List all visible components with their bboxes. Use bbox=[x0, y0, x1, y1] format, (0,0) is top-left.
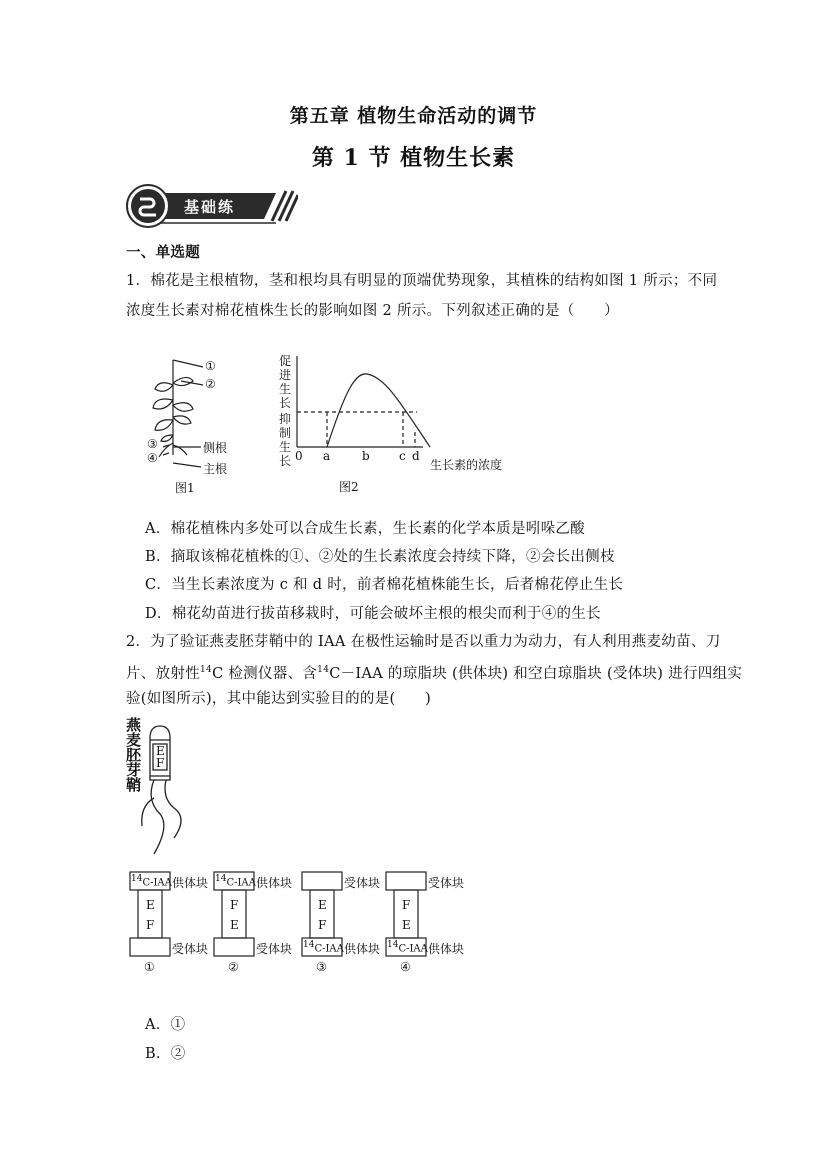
q2-stem-line2: 片、放射性$^{14}$C 检测仪器、含$^{14}$C－IAA 的琼脂块 (供体块) 和空白琼脂块 (受体块) 进行四组实 bbox=[126, 665, 743, 682]
segment-letter-bottom: E bbox=[402, 918, 411, 932]
top-block-role: 受体块 bbox=[344, 876, 381, 890]
fig2-y-top-label: 促 进 生 长 bbox=[279, 354, 292, 410]
donor-block-label: $^{14}$C-IAA bbox=[303, 940, 344, 955]
top-block-role: 供体块 bbox=[172, 876, 209, 890]
figure1-plant bbox=[143, 355, 263, 495]
figure2-chart bbox=[275, 352, 535, 497]
fig2-tick-0: 0 bbox=[295, 449, 303, 463]
practice-banner bbox=[126, 183, 298, 229]
q1-stem-line2: 浓度生长素对棉花植株生长的影响如图 2 所示。下列叙述正确的是（ ） bbox=[126, 303, 619, 319]
section-title: 第 1 节 植物生长素 bbox=[311, 145, 516, 171]
bottom-block-role: 受体块 bbox=[172, 942, 209, 956]
fig1-mark-2: ② bbox=[205, 377, 216, 391]
fig1-mark-1: ① bbox=[205, 359, 216, 373]
q1-stem-line1: 1．棉花是主根植物，茎和根均具有明显的顶端优势现象，其植株的结构如图 1 所示；不同 bbox=[126, 273, 718, 289]
segment-letter-bottom: E bbox=[230, 918, 239, 932]
seedling-label: 燕 麦 胚 芽 鞘 bbox=[126, 716, 142, 794]
group-number: ③ bbox=[316, 960, 327, 974]
q1-option-b[interactable]: B．摘取该棉花植株的①、②处的生长素浓度会持续下降，②会长出侧枝 bbox=[145, 549, 615, 565]
segment-letter-bottom: F bbox=[318, 918, 327, 932]
bottom-block-role: 受体块 bbox=[256, 942, 293, 956]
seedling-letter-f: F bbox=[156, 756, 165, 770]
group-number: ② bbox=[228, 960, 239, 974]
group-number: ④ bbox=[400, 960, 411, 974]
fig2-x-label: 生长素的浓度 bbox=[430, 458, 503, 472]
donor-block-label: $^{14}$C-IAA bbox=[131, 874, 172, 889]
fig1-caption: 图1 bbox=[175, 481, 195, 495]
fig2-tick-a: a bbox=[323, 449, 331, 463]
q2-stem-line1: 2．为了验证燕麦胚芽鞘中的 IAA 在极性运输时是否以重力为动力，有人利用燕麦幼苗、刀 bbox=[126, 634, 721, 650]
group-number: ① bbox=[144, 960, 155, 974]
fig2-tick-c: c bbox=[399, 449, 406, 463]
banner-label: 基础练 bbox=[184, 198, 236, 216]
fig1-main-root-label: 主根 bbox=[203, 462, 228, 476]
donor-block-label: $^{14}$C-IAA bbox=[215, 874, 256, 889]
fig2-tick-b: b bbox=[362, 449, 370, 463]
section-heading: 一、单选题 bbox=[126, 244, 200, 261]
bottom-block-role: 供体块 bbox=[344, 942, 381, 956]
segment-letter-top: E bbox=[146, 898, 155, 912]
experiment-groups bbox=[126, 868, 471, 978]
fig2-y-bottom-label: 抑 制 生 长 bbox=[279, 412, 292, 468]
q2-option-b[interactable]: B．② bbox=[145, 1046, 186, 1062]
experiment-group bbox=[126, 868, 216, 978]
fig1-mark-3: ③ bbox=[147, 437, 158, 451]
chapter-title: 第五章 植物生命活动的调节 bbox=[289, 105, 538, 127]
q1-option-d[interactable]: D．棉花幼苗进行拔苗移栽时，可能会破坏主根的根尖而利于④的生长 bbox=[145, 606, 601, 622]
fig2-caption: 图2 bbox=[339, 480, 359, 494]
q1-option-c[interactable]: C．当生长素浓度为 c 和 d 时，前者棉花植株能生长，后者棉花停止生长 bbox=[145, 577, 624, 593]
segment-letter-top: F bbox=[230, 898, 239, 912]
experiment-group bbox=[298, 868, 388, 978]
seedling-drawing bbox=[124, 718, 194, 858]
top-block-role: 受体块 bbox=[428, 876, 465, 890]
experiment-group bbox=[382, 868, 472, 978]
q1-option-a[interactable]: A．棉花植株内多处可以合成生长素，生长素的化学本质是吲哚乙酸 bbox=[145, 521, 585, 537]
segment-letter-top: F bbox=[402, 898, 411, 912]
experiment-group bbox=[210, 868, 300, 978]
growth-curve-drawing bbox=[275, 352, 535, 497]
segment-letter-top: E bbox=[318, 898, 327, 912]
seedling-letter-e: E bbox=[156, 744, 165, 758]
oat-seedling-figure bbox=[124, 718, 194, 858]
segment-letter-bottom: F bbox=[146, 918, 155, 932]
fig2-tick-d: d bbox=[412, 449, 420, 463]
donor-block-label: $^{14}$C-IAA bbox=[387, 940, 428, 955]
fig1-side-root-label: 侧根 bbox=[203, 441, 228, 455]
bottom-block-role: 供体块 bbox=[428, 942, 465, 956]
top-block-role: 供体块 bbox=[256, 876, 293, 890]
fig1-mark-4: ④ bbox=[147, 451, 158, 465]
q2-option-a[interactable]: A．① bbox=[145, 1017, 186, 1033]
q2-stem-line3: 验(如图所示)，其中能达到实验目的的是( ) bbox=[126, 691, 432, 707]
